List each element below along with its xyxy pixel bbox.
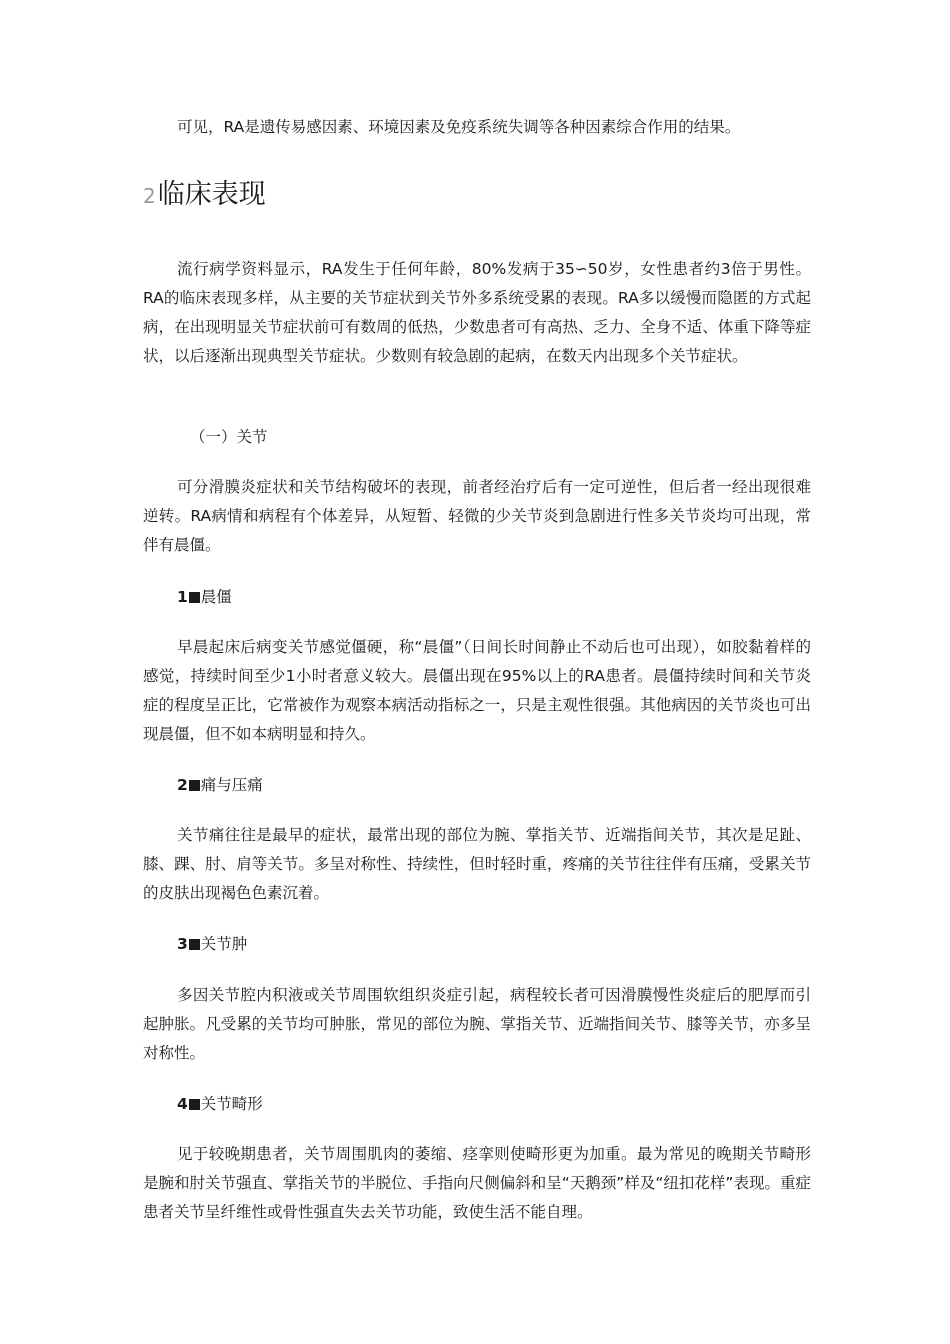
- item-heading-3: 3 关节肿: [177, 935, 248, 953]
- square-bullet-icon: [189, 939, 200, 950]
- item-heading-4: 4 关节畸形: [177, 1095, 263, 1113]
- square-bullet-icon: [189, 592, 200, 603]
- epidemiology-paragraph: 流行病学资料显示，RA发生于任何年龄，80%发病于35∽50岁，女性患者约3倍于男性。RA的临床表现多样，从主要的关节症状到关节外多系统受累的表现。RA多以缓慢而隐匿的方式起病，在出现明显关节症状前可有数周的低热，少数患者可有高热、乏力、全身不适、体重下降等症状，以后逐渐出现典型关节症状。少数则有较急剧的起病，在数天内出现多个关节症状。: [143, 260, 811, 365]
- joints-intro-paragraph: 可分滑膜炎症状和关节结构破坏的表现，前者经治疗后有一定可逆性，但后者一经出现很难逆转。RA病情和病程有个体差异，从短暂、轻微的少关节炎到急剧进行性多关节炎均可出现，常伴有晨僵。: [143, 478, 811, 554]
- square-bullet-icon: [189, 780, 200, 791]
- item-paragraph-3: 多因关节腔内积液或关节周围软组织炎症引起，病程较长者可因滑膜慢性炎症后的肥厚而引起肿胀。凡受累的关节均可肿胀，常见的部位为腕、掌指关节、近端指间关节、膝等关节，亦多呈对称性。: [143, 986, 811, 1062]
- item-paragraph-2: 关节痛往往是最早的症状，最常出现的部位为腕、掌指关节、近端指间关节，其次是足趾、膝、踝、肘、肩等关节。多呈对称性、持续性，但时轻时重，疼痛的关节往往伴有压痛，受累关节的皮肤出现褐色色素沉着。: [143, 826, 811, 902]
- item-heading-2: 2 痛与压痛: [177, 776, 263, 794]
- subsection-heading: （一）关节: [190, 428, 268, 446]
- item-heading-1: 1 晨僵: [177, 588, 232, 606]
- item-paragraph-4: 见于较晚期患者，关节周围肌肉的萎缩、痉挛则使畸形更为加重。最为常见的晚期关节畸形是腕和肘关节强直、掌指关节的半脱位、手指向尺侧偏斜和呈“天鹅颈”样及“纽扣花样”表现。重症患者关节呈纤维性或骨性强直失去关节功能，致使生活不能自理。: [143, 1145, 811, 1221]
- section-number: 2: [143, 184, 156, 208]
- square-bullet-icon: [189, 1099, 200, 1110]
- item-paragraph-1: 早晨起床后病变关节感觉僵硬，称“晨僵”（日间长时间静止不动后也可出现），如胶黏着样的感觉，持续时间至少1小时者意义较大。晨僵出现在95%以上的RA患者。晨僵持续时间和关节炎症的程度呈正比，它常被作为观察本病活动指标之一，只是主观性很强。其他病因的关节炎也可出现晨僵，但不如本病明显和持久。: [143, 638, 811, 743]
- section-heading: [143, 175, 266, 216]
- intro-paragraph: 可见，RA是遗传易感因素、环境因素及免疫系统失调等各种因素综合作用的结果。: [177, 118, 741, 136]
- section-title: 临床表现: [157, 179, 266, 210]
